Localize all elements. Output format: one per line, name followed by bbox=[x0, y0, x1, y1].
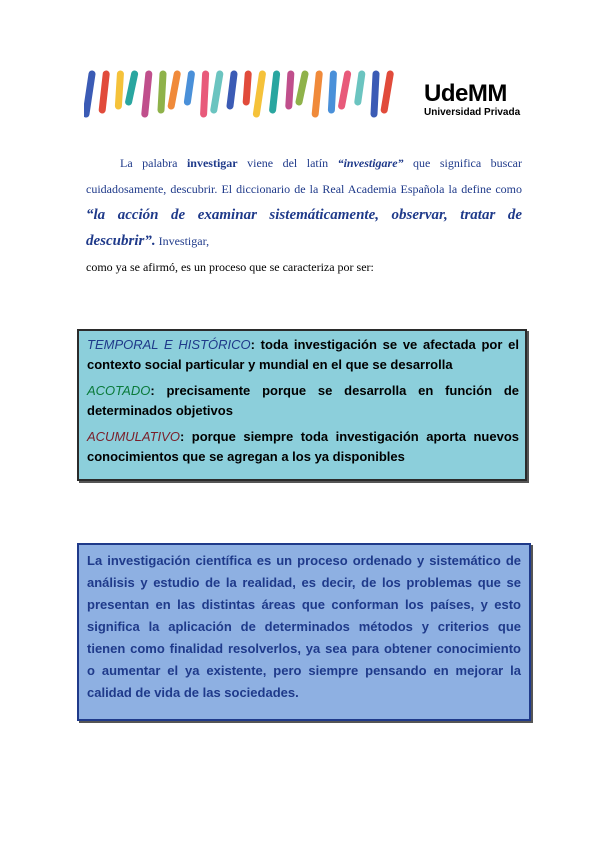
definition-box: La investigación científica es un proceso ordenado y sistemático de análisis y estudio de la realidad, es decir, de los problemas que se presentan en las distintas áreas que conforman los países, y esto significa la aplicación de determinados métodos y criterios que tienen como finalidad resolverlos, ya sea para obtener conocimiento o aumentar el ya existente, pero siempre pensando en mejorar la calidad de vida de las sociedades. bbox=[77, 543, 531, 721]
stripe bbox=[273, 74, 277, 110]
stripe bbox=[374, 74, 376, 114]
intro-latin: “investigare” bbox=[337, 156, 404, 170]
stripe bbox=[161, 74, 163, 110]
characteristic-item bbox=[87, 427, 519, 467]
characteristic-key: ACOTADO bbox=[87, 383, 151, 398]
stripe bbox=[171, 74, 177, 106]
stripe bbox=[289, 74, 291, 106]
stripe bbox=[214, 74, 220, 110]
characteristic-text: : precisamente porque se desarrolla en función de determinados objetivos bbox=[87, 383, 519, 418]
logo-stripes bbox=[84, 70, 404, 120]
characteristic-item bbox=[87, 335, 519, 375]
characteristic-item bbox=[87, 381, 519, 421]
characteristics-box bbox=[77, 329, 527, 481]
stripe bbox=[384, 74, 390, 110]
characteristic-key: TEMPORAL E HISTÓRICO bbox=[87, 337, 251, 352]
stripe bbox=[145, 74, 149, 114]
logo-title: UdeMM bbox=[424, 80, 507, 107]
stripe bbox=[331, 74, 333, 110]
stripe bbox=[315, 74, 319, 114]
characteristic-text: : porque siempre toda investigación aporta nuevos conocimientos que se agregan a los ya disponibles bbox=[87, 429, 519, 464]
characteristic-text: : toda investigación se ve afectada por el contexto social particular y mundial en el que se desarrolla bbox=[87, 337, 519, 372]
stripe bbox=[342, 74, 348, 106]
intro-keyword: investigar bbox=[186, 156, 238, 170]
logo-subtitle: Universidad Privada bbox=[424, 107, 521, 118]
intro-part2: viene del latín bbox=[237, 156, 338, 170]
intro-paragraph bbox=[86, 150, 522, 280]
intro-part3: que significa buscar cuidadosamente, descubrir. El diccionario de la Real Academia Española la define como bbox=[86, 156, 522, 196]
stripe bbox=[256, 74, 262, 114]
intro-part4: Investigar, bbox=[155, 234, 210, 248]
stripe bbox=[129, 74, 135, 102]
intro-part1: La palabra bbox=[120, 156, 187, 170]
stripe bbox=[230, 74, 234, 106]
stripe bbox=[299, 74, 305, 102]
stripe bbox=[246, 74, 248, 102]
stripe bbox=[358, 74, 362, 102]
stripe bbox=[118, 74, 120, 106]
intro-definition: “la acción de examinar sistemáticamente, observar, tratar de descubrir”. bbox=[86, 207, 522, 249]
intro-part5: como ya se afirmó, es un proceso que se caracteriza por ser: bbox=[86, 260, 374, 274]
stripe bbox=[86, 74, 92, 114]
characteristic-key: ACUMULATIVO bbox=[87, 429, 180, 444]
stripe bbox=[102, 74, 106, 110]
stripe bbox=[187, 74, 191, 102]
stripe bbox=[204, 74, 206, 114]
